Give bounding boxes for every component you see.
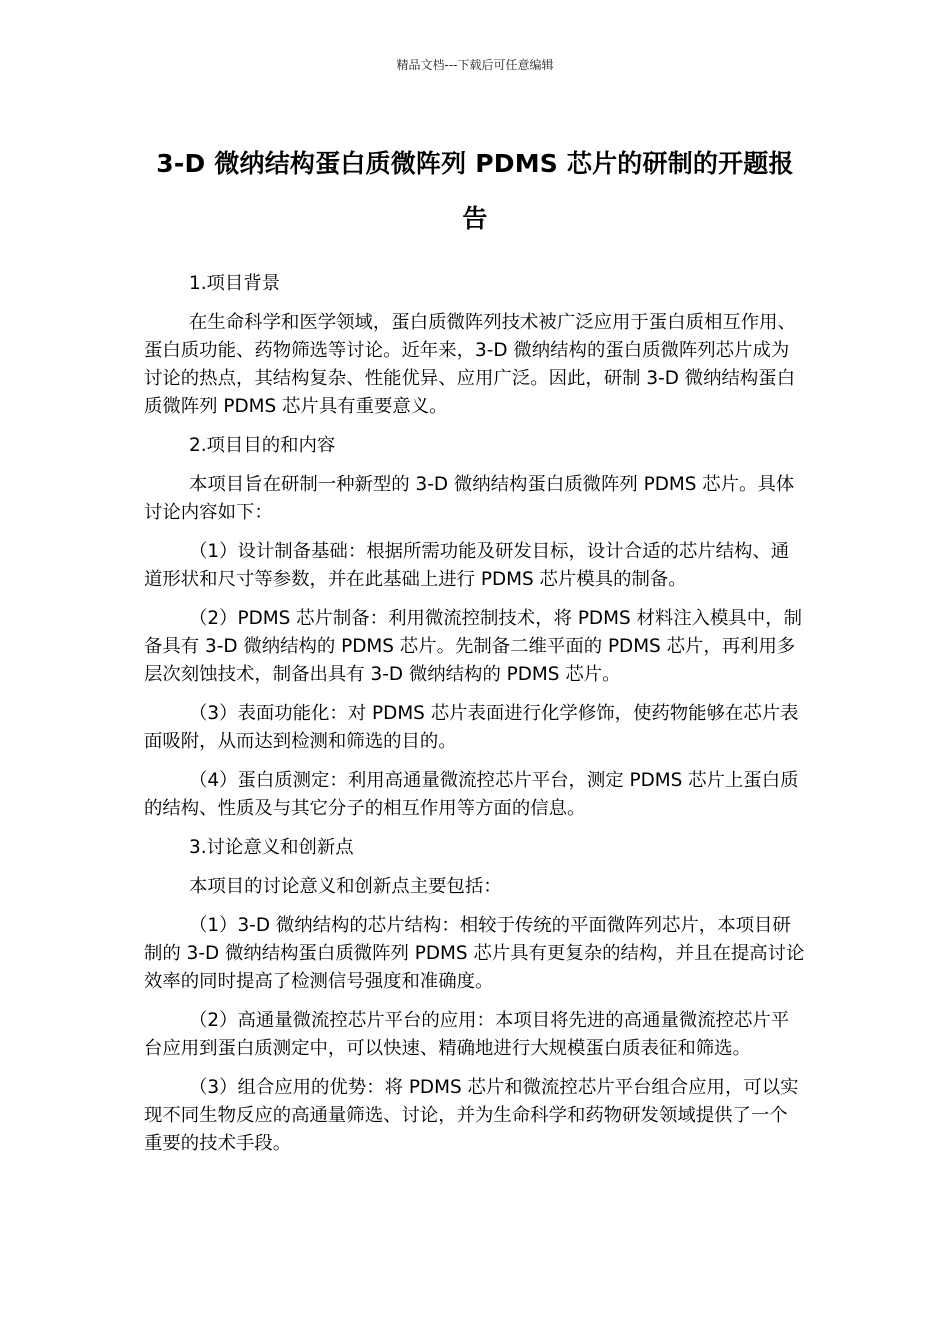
goals-item-design: （1）设计制备基础：根据所需功能及研发目标，设计合适的芯片结构、通道形状和尺寸等参数，并在此基础上进行 PDMS 芯片模具的制备。 — [144, 541, 790, 590]
goals-item-fabrication: （2）PDMS 芯片制备：利用微流控制技术，将 PDMS 材料注入模具中，制备具有 3-D 微纳结构的 PDMS 芯片。先制备二维平面的 PDMS 芯片，再利用多层次刻蚀技术，制备出具有 3-D 微纳结构的 PDMS 芯片。 — [144, 608, 802, 685]
section-heading-background: 1.项目背景 — [189, 273, 281, 294]
significance-item-platform: （2）高通量微流控芯片平台的应用：本项目将先进的高通量微流控芯片平台应用到蛋白质测定中，可以快速、精确地进行大规模蛋白质表征和筛选。 — [144, 1010, 790, 1059]
section-heading-significance: 3.讨论意义和创新点 — [189, 837, 354, 858]
significance-item-combination: （3）组合应用的优势：将 PDMS 芯片和微流控芯片平台组合应用，可以实现不同生物反应的高通量筛选、讨论，并为生命科学和药物研发领域提供了一个重要的技术手段。 — [144, 1077, 799, 1154]
significance-intro: 本项目的讨论意义和创新点主要包括： — [189, 876, 502, 897]
document-title: 3-D 微纳结构蛋白质微阵列 PDMS 芯片的研制的开题报告 — [156, 149, 794, 233]
goals-item-functionalization: （3）表面功能化：对 PDMS 芯片表面进行化学修饰，使药物能够在芯片表面吸附，从而达到检测和筛选的目的。 — [144, 703, 799, 752]
section-heading-goals: 2.项目目的和内容 — [189, 435, 336, 456]
goals-item-protein-assay: （4）蛋白质测定：利用高通量微流控芯片平台，测定 PDMS 芯片上蛋白质的结构、性质及与其它分子的相互作用等方面的信息。 — [144, 770, 799, 819]
document-body — [144, 270, 806, 1169]
goals-intro: 本项目旨在研制一种新型的 3-D 微纳结构蛋白质微阵列 PDMS 芯片。具体讨论内容如下： — [144, 474, 795, 523]
significance-item-structure: （1）3-D 微纳结构的芯片结构：相较于传统的平面微阵列芯片，本项目研制的 3-D 微纳结构蛋白质微阵列 PDMS 芯片具有更复杂的结构，并且在提高讨论效率的同时提高了检测信号强度和准确度。 — [144, 915, 805, 992]
background-paragraph: 在生命科学和医学领域，蛋白质微阵列技术被广泛应用于蛋白质相互作用、蛋白质功能、药物筛选等讨论。近年来，3-D 微纳结构的蛋白质微阵列芯片成为讨论的热点，其结构复杂、性能优异、应用广泛。因此，研制 3-D 微纳结构蛋白质微阵列 PDMS 芯片具有重要意义。 — [144, 312, 796, 417]
header-note: 精品文档---下载后可任意编辑 — [396, 58, 554, 72]
